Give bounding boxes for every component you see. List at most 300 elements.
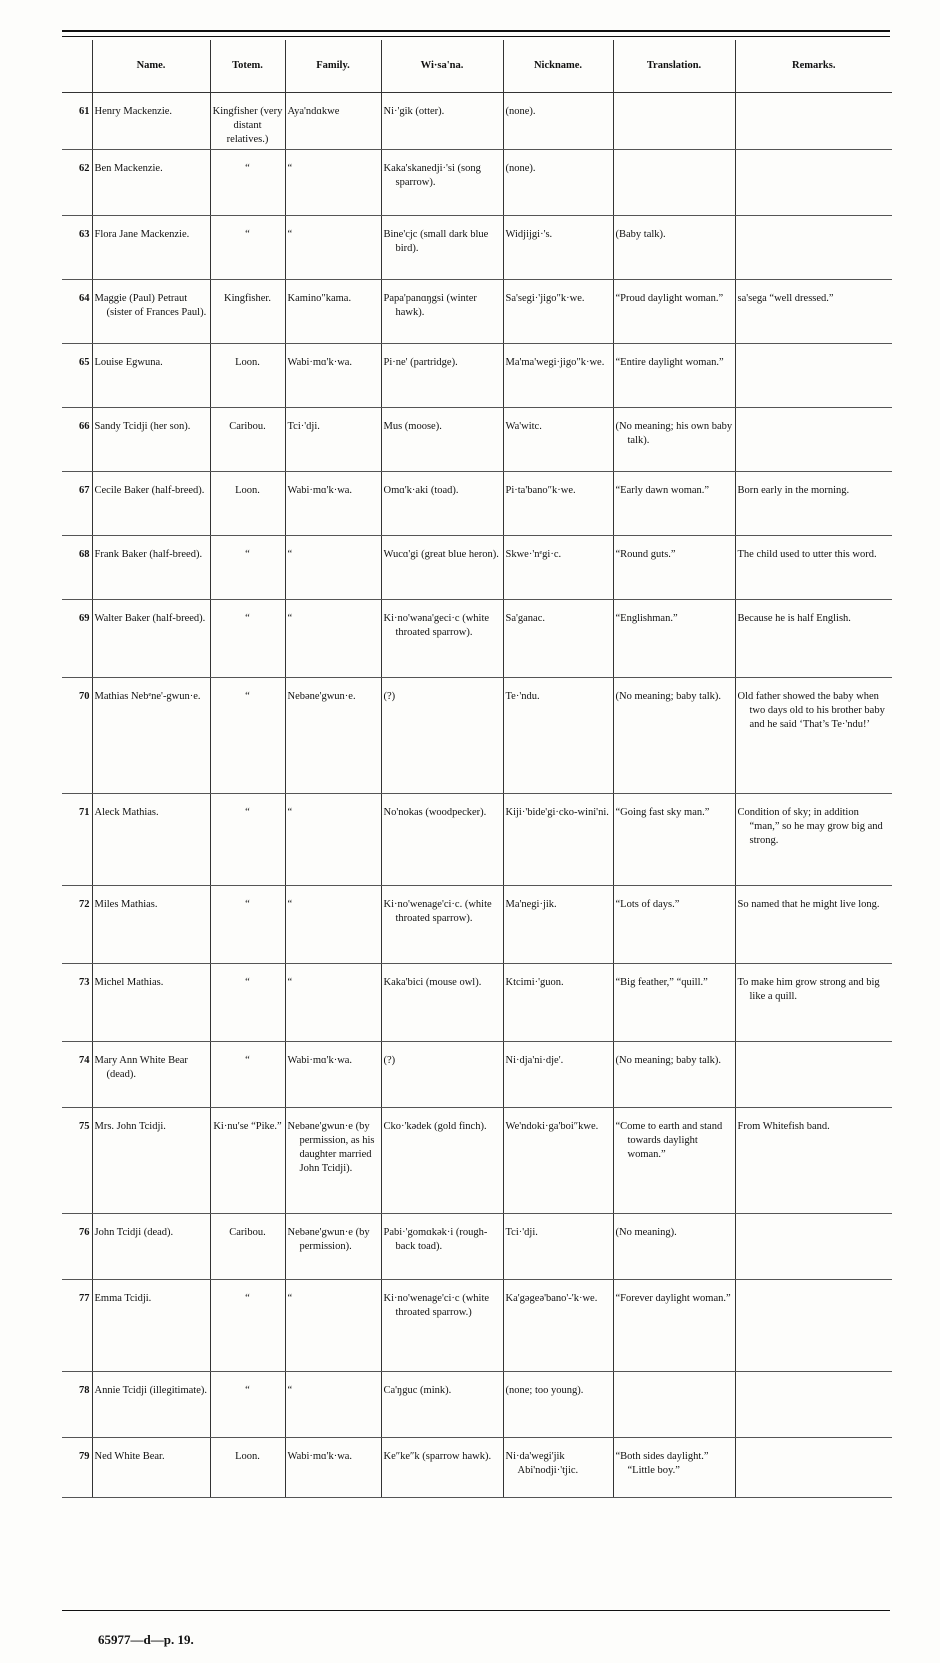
row-family: [285, 794, 381, 886]
row-translation-text: (No meaning; baby talk).: [615, 1055, 722, 1066]
row-wisana-text: Pi·ne' (partridge).: [383, 357, 458, 368]
row-family-text: Wabi·mɑ'k·wa.: [287, 485, 353, 496]
row-number: [62, 794, 92, 886]
row-wisana: [381, 536, 503, 600]
row-nickname-text: Tci·'dji.: [505, 1227, 538, 1238]
row-family-text: Kamino″kama.: [287, 293, 352, 304]
row-family-text: Nebəne'gwun·e (by permission).: [287, 1227, 370, 1252]
row-translation: [613, 93, 735, 150]
table-row: [62, 886, 892, 964]
row-translation-text: (No meaning).: [615, 1227, 677, 1238]
row-number-text: 71: [79, 807, 90, 818]
row-remarks: [735, 1214, 892, 1280]
row-nickname: [503, 600, 613, 678]
row-family-text: Wabi·mɑ'k·wa.: [287, 1451, 353, 1462]
row-totem-text: Caribou.: [229, 1227, 266, 1238]
row-number: [62, 678, 92, 794]
row-totem: [210, 93, 285, 150]
row-nickname: [503, 536, 613, 600]
row-remarks-text: To make him grow strong and big like a quill.: [737, 977, 880, 1002]
row-nickname: [503, 1280, 613, 1372]
row-family: [285, 472, 381, 536]
row-nickname-text: Ktcimi·'guon.: [505, 977, 564, 988]
row-totem: [210, 964, 285, 1042]
row-nickname: [503, 408, 613, 472]
row-nickname: [503, 886, 613, 964]
row-number: [62, 536, 92, 600]
row-translation: [613, 1280, 735, 1372]
name-register-table: [62, 40, 892, 1498]
row-translation-text: “Come to earth and stand towards daylight woman.”: [615, 1121, 723, 1160]
row-translation: [613, 964, 735, 1042]
row-nickname: [503, 93, 613, 150]
row-name: [92, 1108, 210, 1214]
table-row: [62, 1280, 892, 1372]
row-name-text: Aleck Mathias.: [94, 807, 159, 818]
page-footer: 65977—d—p. 19.: [98, 1632, 194, 1647]
row-nickname: [503, 472, 613, 536]
row-wisana-text: Papa'panɑŋgsi (winter hawk).: [383, 293, 477, 318]
row-nickname-text: Ni·dja'ni·dje'.: [505, 1055, 564, 1066]
row-number-text: 66: [79, 421, 90, 432]
row-name-text: Ben Mackenzie.: [94, 163, 163, 174]
row-family-text: “: [287, 807, 293, 818]
row-name: [92, 536, 210, 600]
row-remarks: [735, 1042, 892, 1108]
row-family-text: Nebəne'gwun·e.: [287, 691, 356, 702]
row-wisana-text: Bine'cjc (small dark blue bird).: [383, 229, 489, 254]
row-translation: [613, 1214, 735, 1280]
row-translation-text: “Big feather,” “quill.”: [615, 977, 708, 988]
row-translation-text: “Forever daylight woman.”: [615, 1293, 731, 1304]
row-totem: [210, 1042, 285, 1108]
row-nickname: [503, 1438, 613, 1498]
header-name: Name.: [92, 40, 210, 93]
row-totem-text: “: [245, 549, 250, 560]
row-totem: [210, 886, 285, 964]
row-nickname: [503, 280, 613, 344]
row-remarks: [735, 1372, 892, 1438]
row-totem-text: Kingfisher.: [224, 293, 271, 304]
row-name-text: Walter Baker (half-breed).: [94, 613, 206, 624]
row-name: [92, 964, 210, 1042]
row-number: [62, 408, 92, 472]
row-family: [285, 93, 381, 150]
row-name-text: Mathias Nebᵉne'-gwun·e.: [94, 691, 201, 702]
row-wisana-text: Cko·'kədek (gold finch).: [383, 1121, 487, 1132]
row-translation-text: “Both sides daylight.” “Little boy.”: [615, 1451, 709, 1476]
row-remarks: [735, 280, 892, 344]
row-nickname: [503, 150, 613, 216]
row-totem: [210, 408, 285, 472]
row-remarks: [735, 1108, 892, 1214]
row-wisana-text: Ni·'gik (otter).: [383, 106, 445, 117]
row-wisana: [381, 1372, 503, 1438]
row-remarks: [735, 216, 892, 280]
row-family-text: “: [287, 899, 293, 910]
row-remarks: [735, 536, 892, 600]
row-number-text: 69: [79, 613, 90, 624]
row-totem-text: Kingfisher (very distant relatives.): [212, 106, 283, 145]
top-double-rule: [62, 30, 890, 32]
row-nickname: [503, 216, 613, 280]
row-totem-text: “: [245, 691, 250, 702]
row-wisana-text: Ki·no'wenage'ci·c (white throated sparrow.): [383, 1293, 490, 1318]
row-remarks-text: Condition of sky; in addition “man,” so he may grow big and strong.: [737, 807, 883, 846]
row-family: [285, 408, 381, 472]
row-nickname-text: Ni·da'wegi'jik Abi'nodji·'tjic.: [505, 1451, 579, 1476]
row-family: [285, 280, 381, 344]
row-totem-text: “: [245, 899, 250, 910]
row-number: [62, 600, 92, 678]
row-wisana: [381, 794, 503, 886]
row-translation: [613, 886, 735, 964]
row-translation: [613, 1438, 735, 1498]
row-remarks-text: Born early in the morning.: [737, 485, 850, 496]
row-number: [62, 472, 92, 536]
row-family-text: Tci·'dji.: [287, 421, 320, 432]
row-translation-text: “Early dawn woman.”: [615, 485, 710, 496]
row-translation-text: “Proud daylight woman.”: [615, 293, 724, 304]
row-number: [62, 1214, 92, 1280]
row-wisana: [381, 216, 503, 280]
row-family: [285, 1042, 381, 1108]
row-wisana-text: (?): [383, 1055, 396, 1066]
table-row: [62, 1214, 892, 1280]
row-nickname: [503, 1108, 613, 1214]
header-wisana: Wi·sa'na.: [381, 40, 503, 93]
row-nickname: [503, 1042, 613, 1108]
row-family-text: Wabi·mɑ'k·wa.: [287, 1055, 353, 1066]
row-name-text: Ned White Bear.: [94, 1451, 165, 1462]
row-family: [285, 1372, 381, 1438]
row-remarks: [735, 886, 892, 964]
row-totem: [210, 1280, 285, 1372]
row-family-text: Aya'ndɑkwe: [287, 106, 340, 117]
row-name: [92, 472, 210, 536]
row-number-text: 68: [79, 549, 90, 560]
table-row: [62, 93, 892, 150]
row-translation: [613, 678, 735, 794]
header-nickname: Nickname.: [503, 40, 613, 93]
row-totem: [210, 1214, 285, 1280]
row-wisana-text: No'nokas (woodpecker).: [383, 807, 487, 818]
bottom-rule: [62, 1610, 890, 1611]
row-family-text: Nebəne'gwun·e (by permission, as his daughter married John Tcidji).: [287, 1121, 375, 1174]
row-nickname-text: Ma'ma'wegi·jigo″k·we.: [505, 357, 605, 368]
row-nickname: [503, 678, 613, 794]
row-name-text: Henry Mackenzie.: [94, 106, 173, 117]
row-number-text: 79: [79, 1451, 90, 1462]
row-number-text: 62: [79, 163, 90, 174]
row-nickname-text: Te·'ndu.: [505, 691, 540, 702]
header-row: [62, 40, 892, 93]
row-nickname-text: Widjijgi·'s.: [505, 229, 553, 240]
row-nickname-text: (none; too young).: [505, 1385, 584, 1396]
row-translation-text: (No meaning; baby talk).: [615, 691, 722, 702]
header-translation: Translation.: [613, 40, 735, 93]
row-wisana: [381, 964, 503, 1042]
row-wisana: [381, 1042, 503, 1108]
row-totem: [210, 472, 285, 536]
row-nickname-text: (none).: [505, 106, 536, 117]
row-remarks: [735, 600, 892, 678]
header-family: Family.: [285, 40, 381, 93]
row-name-text: Mrs. John Tcidji.: [94, 1121, 166, 1132]
row-nickname-text: Sa'ganac.: [505, 613, 545, 624]
row-wisana: [381, 150, 503, 216]
row-totem-text: Loon.: [235, 1451, 260, 1462]
row-name-text: Michel Mathias.: [94, 977, 164, 988]
row-name-text: Flora Jane Mackenzie.: [94, 229, 190, 240]
row-remarks: [735, 344, 892, 408]
table-row: [62, 472, 892, 536]
row-name: [92, 600, 210, 678]
row-family: [285, 678, 381, 794]
table-row: [62, 1438, 892, 1498]
row-translation: [613, 344, 735, 408]
row-name-text: Mary Ann White Bear (dead).: [94, 1055, 188, 1080]
row-name: [92, 1438, 210, 1498]
row-family: [285, 1108, 381, 1214]
row-translation: [613, 794, 735, 886]
row-name-text: Sandy Tcidji (her son).: [94, 421, 191, 432]
row-family: [285, 536, 381, 600]
row-nickname-text: (none).: [505, 163, 536, 174]
table-row: [62, 678, 892, 794]
row-wisana-text: Wucɑ'gi (great blue heron).: [383, 549, 499, 560]
row-remarks: [735, 794, 892, 886]
row-number-text: 64: [79, 293, 90, 304]
row-wisana-text: Pabi·'gomɑkək·i (rough-back toad).: [383, 1227, 488, 1252]
row-number: [62, 1372, 92, 1438]
row-wisana: [381, 1280, 503, 1372]
row-translation: [613, 1042, 735, 1108]
row-family-text: “: [287, 549, 293, 560]
row-nickname-text: Pi·ta'bano″k·we.: [505, 485, 576, 496]
row-totem: [210, 280, 285, 344]
row-totem: [210, 678, 285, 794]
row-wisana: [381, 1108, 503, 1214]
row-totem: [210, 150, 285, 216]
row-remarks: [735, 408, 892, 472]
row-family: [285, 600, 381, 678]
row-name-text: Miles Mathias.: [94, 899, 158, 910]
row-name: [92, 408, 210, 472]
row-wisana: [381, 1438, 503, 1498]
row-totem-text: “: [245, 1055, 250, 1066]
row-number: [62, 964, 92, 1042]
row-name: [92, 93, 210, 150]
row-number: [62, 1280, 92, 1372]
row-nickname: [503, 1214, 613, 1280]
row-family: [285, 964, 381, 1042]
row-number-text: 75: [79, 1121, 90, 1132]
row-wisana: [381, 280, 503, 344]
row-remarks-text: Old father showed the baby when two days old to his brother baby and he said ‘That’s Te·'ndu!’: [737, 691, 885, 730]
row-number-text: 70: [79, 691, 90, 702]
row-number-text: 77: [79, 1293, 90, 1304]
row-family-text: “: [287, 229, 293, 240]
top-double-rule-inner: [62, 36, 890, 37]
row-number-text: 78: [79, 1385, 90, 1396]
row-remarks: [735, 1280, 892, 1372]
row-family-text: “: [287, 1293, 293, 1304]
row-totem-text: Loon.: [235, 357, 260, 368]
row-totem-text: “: [245, 807, 250, 818]
row-family: [285, 216, 381, 280]
row-totem-text: Ki·nu'se “Pike.”: [213, 1121, 282, 1132]
row-number-text: 61: [79, 106, 90, 117]
row-wisana-text: Kaka'bici (mouse owl).: [383, 977, 482, 988]
row-number-text: 73: [79, 977, 90, 988]
row-number-text: 67: [79, 485, 90, 496]
row-translation-text: “Lots of days.”: [615, 899, 680, 910]
row-translation: [613, 280, 735, 344]
row-number-text: 65: [79, 357, 90, 368]
row-wisana: [381, 886, 503, 964]
row-totem-text: “: [245, 1385, 250, 1396]
row-number: [62, 1108, 92, 1214]
row-remarks-text: From Whitefish band.: [737, 1121, 830, 1132]
row-name: [92, 150, 210, 216]
table-row: [62, 536, 892, 600]
row-remarks-text: Because he is half English.: [737, 613, 851, 624]
row-totem: [210, 216, 285, 280]
row-totem: [210, 794, 285, 886]
table-row: [62, 280, 892, 344]
row-name: [92, 1280, 210, 1372]
row-translation-text: (No meaning; his own baby talk).: [615, 421, 733, 446]
row-nickname-text: Kiji·'bide'gi·cko-wini'ni.: [505, 807, 609, 818]
row-family: [285, 1280, 381, 1372]
row-number: [62, 150, 92, 216]
row-family: [285, 1438, 381, 1498]
row-totem: [210, 344, 285, 408]
row-wisana: [381, 344, 503, 408]
row-totem-text: Caribou.: [229, 421, 266, 432]
row-nickname-text: Ka'gəgeə'bano'-'k·we.: [505, 1293, 598, 1304]
row-name-text: Louise Egwuna.: [94, 357, 163, 368]
table-row: [62, 150, 892, 216]
row-name: [92, 1214, 210, 1280]
row-name: [92, 344, 210, 408]
row-totem: [210, 1108, 285, 1214]
header-remarks: Remarks.: [735, 40, 892, 93]
row-family: [285, 886, 381, 964]
row-name: [92, 1372, 210, 1438]
row-translation-text: “Round guts.”: [615, 549, 676, 560]
row-totem: [210, 600, 285, 678]
header-totem: Totem.: [210, 40, 285, 93]
row-wisana: [381, 1214, 503, 1280]
row-totem: [210, 1372, 285, 1438]
row-wisana-text: Ca'ŋguc (mink).: [383, 1385, 452, 1396]
row-number-text: 74: [79, 1055, 90, 1066]
row-name: [92, 794, 210, 886]
row-translation: [613, 150, 735, 216]
table-row: [62, 964, 892, 1042]
row-translation: [613, 216, 735, 280]
row-totem-text: “: [245, 613, 250, 624]
row-translation-text: “Going fast sky man.”: [615, 807, 710, 818]
row-translation-text: “Englishman.”: [615, 613, 678, 624]
row-number: [62, 1042, 92, 1108]
row-nickname-text: Ma'negi·jik.: [505, 899, 557, 910]
row-totem: [210, 536, 285, 600]
row-family-text: “: [287, 977, 293, 988]
row-wisana: [381, 678, 503, 794]
row-wisana-text: (?): [383, 691, 396, 702]
row-name: [92, 886, 210, 964]
row-wisana-text: Kaka'skanedji·'si (song sparrow).: [383, 163, 481, 188]
row-nickname: [503, 1372, 613, 1438]
row-family: [285, 150, 381, 216]
row-nickname: [503, 964, 613, 1042]
row-wisana-text: Ki·no'wəna'geci·c (white throated sparrow).: [383, 613, 490, 638]
row-wisana-text: Ki·no'wenage'ci·c. (white throated sparrow).: [383, 899, 492, 924]
row-totem-text: “: [245, 977, 250, 988]
row-remarks: [735, 678, 892, 794]
table-row: [62, 1372, 892, 1438]
header-number: [62, 40, 92, 93]
row-wisana: [381, 408, 503, 472]
table-row: [62, 408, 892, 472]
row-nickname: [503, 344, 613, 408]
row-family: [285, 1214, 381, 1280]
table-row: [62, 794, 892, 886]
row-translation: [613, 408, 735, 472]
row-translation: [613, 600, 735, 678]
row-wisana-text: Omɑ'k·aki (toad).: [383, 485, 459, 496]
row-remarks: [735, 1438, 892, 1498]
table-row: [62, 216, 892, 280]
row-remarks-text: The child used to utter this word.: [737, 549, 877, 560]
row-name: [92, 216, 210, 280]
row-nickname-text: We'ndoki·ga'boi″kwe.: [505, 1121, 599, 1132]
row-remarks-text: So named that he might live long.: [737, 899, 880, 910]
row-name-text: Maggie (Paul) Petraut (sister of Frances Paul).: [94, 293, 207, 318]
row-number: [62, 93, 92, 150]
row-translation: [613, 1108, 735, 1214]
row-family-text: “: [287, 1385, 293, 1396]
row-name-text: Emma Tcidji.: [94, 1293, 152, 1304]
row-number: [62, 1438, 92, 1498]
table-row: [62, 600, 892, 678]
row-name-text: Cecile Baker (half-breed).: [94, 485, 205, 496]
row-number: [62, 886, 92, 964]
row-number-text: 63: [79, 229, 90, 240]
row-nickname-text: Wa'witc.: [505, 421, 542, 432]
row-totem: [210, 1438, 285, 1498]
row-name-text: John Tcidji (dead).: [94, 1227, 174, 1238]
row-totem-text: “: [245, 229, 250, 240]
row-name-text: Frank Baker (half-breed).: [94, 549, 203, 560]
row-family-text: Wabi·mɑ'k·wa.: [287, 357, 353, 368]
row-name: [92, 678, 210, 794]
row-wisana: [381, 600, 503, 678]
row-name: [92, 280, 210, 344]
row-nickname-text: Skwe·'nᵉgi·c.: [505, 549, 562, 560]
table-row: [62, 1108, 892, 1214]
row-family-text: “: [287, 613, 293, 624]
row-wisana: [381, 472, 503, 536]
row-translation: [613, 1372, 735, 1438]
row-number: [62, 344, 92, 408]
row-totem-text: Loon.: [235, 485, 260, 496]
row-nickname: [503, 794, 613, 886]
row-translation: [613, 472, 735, 536]
